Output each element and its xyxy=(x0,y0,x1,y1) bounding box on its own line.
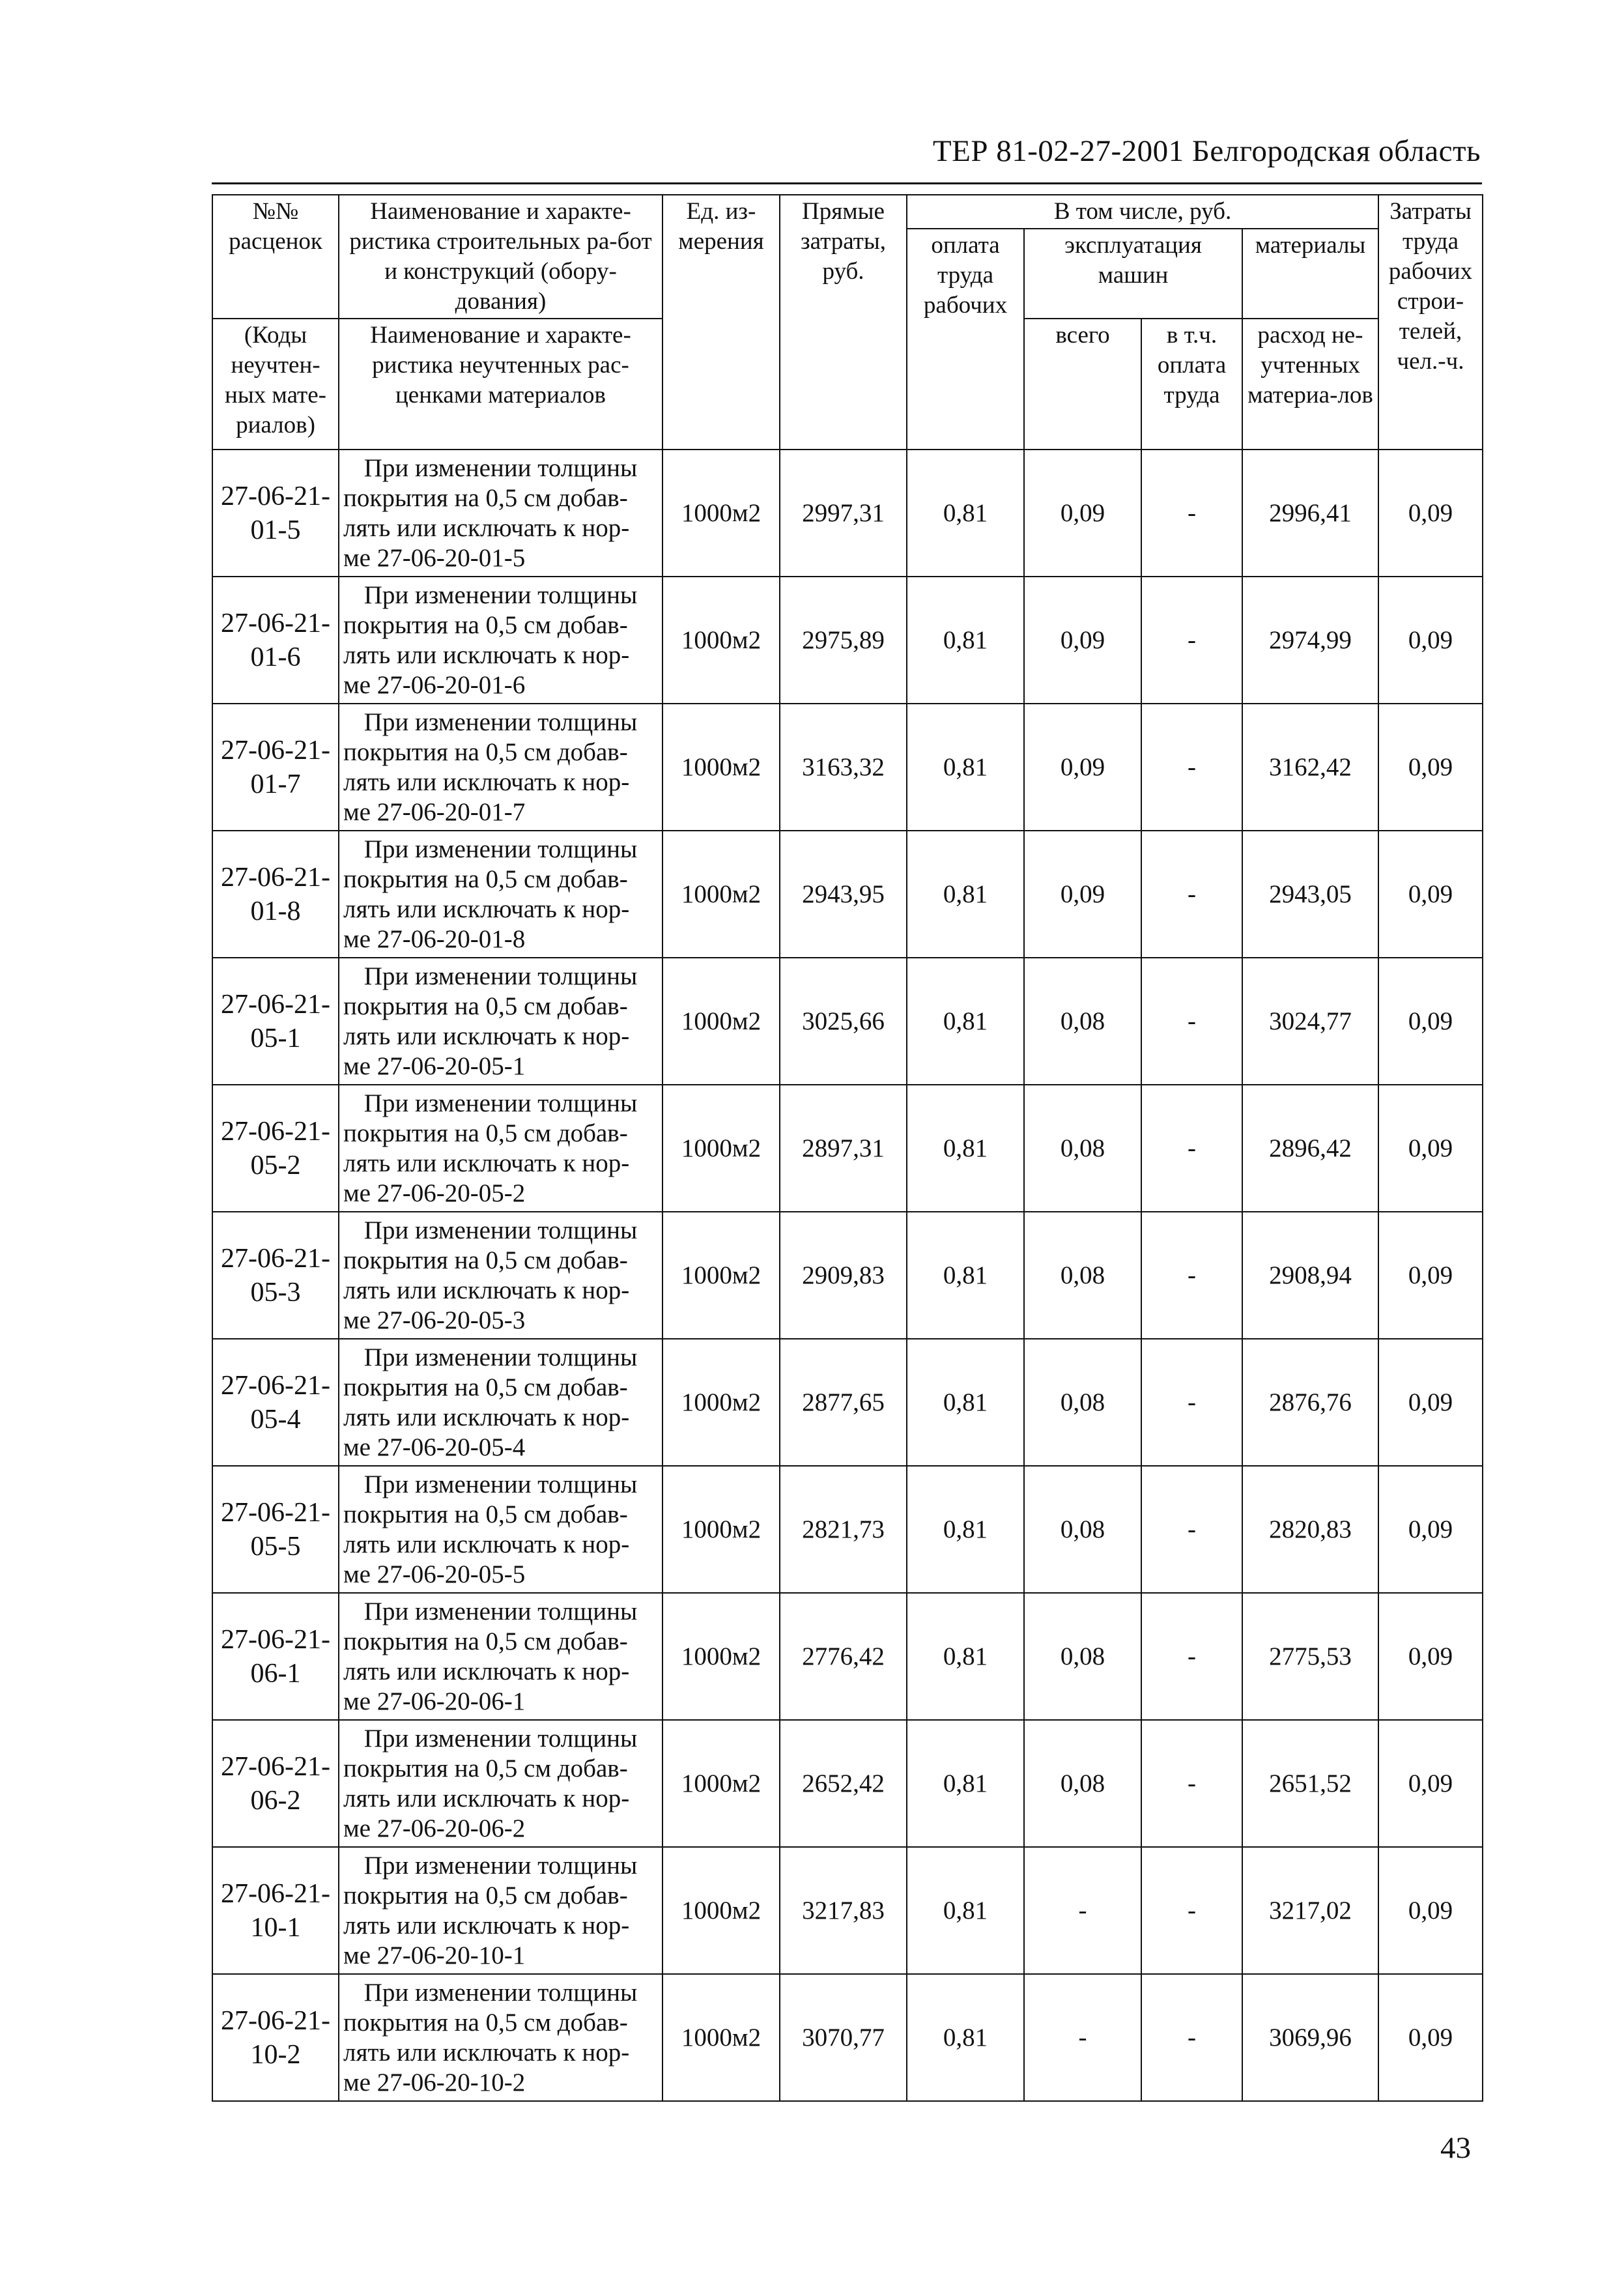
labor-pay: 0,81 xyxy=(907,577,1024,704)
unit: 1000м2 xyxy=(662,1339,780,1466)
materials: 2996,41 xyxy=(1242,450,1378,577)
materials: 3162,42 xyxy=(1242,704,1378,831)
rate-description: При изменении толщины покрытия на 0,5 см добав- лять или исключать к нор- ме 27-06-20-06-1 xyxy=(339,1593,662,1720)
header-rate-number: №№ расценок xyxy=(212,195,339,319)
machines-total: 0,08 xyxy=(1024,1593,1141,1720)
machines-labor: - xyxy=(1141,450,1242,577)
machines-labor: - xyxy=(1141,1466,1242,1593)
header-labor-hours: Затраты труда рабочих строи-телей, чел.-ч. xyxy=(1378,195,1483,450)
unit: 1000м2 xyxy=(662,1212,780,1339)
unit: 1000м2 xyxy=(662,1974,780,2101)
machines-labor: - xyxy=(1141,831,1242,958)
labor-hours: 0,09 xyxy=(1378,450,1483,577)
machines-total: 0,09 xyxy=(1024,450,1141,577)
direct-costs: 2909,83 xyxy=(780,1212,907,1339)
header-material-codes: (Коды неучтен-ных мате-риалов) xyxy=(212,319,339,450)
rate-code: 27-06-21- 01-7 xyxy=(212,704,339,831)
table-row xyxy=(212,577,1483,704)
table-row xyxy=(212,1847,1483,1974)
machines-total: 0,09 xyxy=(1024,704,1141,831)
machines-labor: - xyxy=(1141,1212,1242,1339)
rate-code: 27-06-21- 01-6 xyxy=(212,577,339,704)
table-row xyxy=(212,958,1483,1085)
table-row xyxy=(212,704,1483,831)
rate-description: При изменении толщины покрытия на 0,5 см добав- лять или исключать к нор- ме 27-06-20-06-2 xyxy=(339,1720,662,1847)
labor-pay: 0,81 xyxy=(907,1593,1024,1720)
unit: 1000м2 xyxy=(662,1847,780,1974)
rate-code: 27-06-21- 05-2 xyxy=(212,1085,339,1212)
header-labor-pay: оплата труда рабочих xyxy=(907,229,1024,450)
table-row xyxy=(212,1593,1483,1720)
direct-costs: 2652,42 xyxy=(780,1720,907,1847)
labor-hours: 0,09 xyxy=(1378,831,1483,958)
materials: 2651,52 xyxy=(1242,1720,1378,1847)
rate-code: 27-06-21- 05-4 xyxy=(212,1339,339,1466)
labor-hours: 0,09 xyxy=(1378,958,1483,1085)
unit: 1000м2 xyxy=(662,450,780,577)
rate-code: 27-06-21- 06-1 xyxy=(212,1593,339,1720)
direct-costs: 2821,73 xyxy=(780,1466,907,1593)
rate-description: При изменении толщины покрытия на 0,5 см добав- лять или исключать к нор- ме 27-06-20-05-3 xyxy=(339,1212,662,1339)
machines-total: - xyxy=(1024,1974,1141,2101)
labor-pay: 0,81 xyxy=(907,1339,1024,1466)
labor-pay: 0,81 xyxy=(907,1847,1024,1974)
rate-code: 27-06-21- 10-2 xyxy=(212,1974,339,2101)
header-materials: материалы xyxy=(1242,229,1378,319)
header-materials-unaccounted: расход не-учтенных материа-лов xyxy=(1242,319,1378,450)
machines-total: 0,08 xyxy=(1024,1212,1141,1339)
table-row xyxy=(212,1212,1483,1339)
machines-labor: - xyxy=(1141,1720,1242,1847)
labor-hours: 0,09 xyxy=(1378,1212,1483,1339)
materials: 2896,42 xyxy=(1242,1085,1378,1212)
unit: 1000м2 xyxy=(662,831,780,958)
materials: 2908,94 xyxy=(1242,1212,1378,1339)
rate-description: При изменении толщины покрытия на 0,5 см добав- лять или исключать к нор- ме 27-06-20-05-5 xyxy=(339,1466,662,1593)
rate-description: При изменении толщины покрытия на 0,5 см добав- лять или исключать к нор- ме 27-06-20-05-1 xyxy=(339,958,662,1085)
table-header-row-1 xyxy=(212,195,1483,229)
machines-total: 0,08 xyxy=(1024,1466,1141,1593)
machines-total: 0,08 xyxy=(1024,1339,1141,1466)
table-row xyxy=(212,1720,1483,1847)
rate-description: При изменении толщины покрытия на 0,5 см добав- лять или исключать к нор- ме 27-06-20-01-7 xyxy=(339,704,662,831)
labor-pay: 0,81 xyxy=(907,958,1024,1085)
machines-labor: - xyxy=(1141,577,1242,704)
labor-hours: 0,09 xyxy=(1378,577,1483,704)
rate-description: При изменении толщины покрытия на 0,5 см добав- лять или исключать к нор- ме 27-06-20-05-4 xyxy=(339,1339,662,1466)
machines-labor: - xyxy=(1141,1085,1242,1212)
header-including: В том числе, руб. xyxy=(907,195,1378,229)
machines-labor: - xyxy=(1141,958,1242,1085)
rate-description: При изменении толщины покрытия на 0,5 см добав- лять или исключать к нор- ме 27-06-20-10-1 xyxy=(339,1847,662,1974)
labor-hours: 0,09 xyxy=(1378,1847,1483,1974)
table-row xyxy=(212,831,1483,958)
header-work-name: Наименование и характе-ристика строительных ра-бот и конструкций (обору-дования) xyxy=(339,195,662,319)
labor-pay: 0,81 xyxy=(907,704,1024,831)
rate-code: 27-06-21- 01-8 xyxy=(212,831,339,958)
machines-total: - xyxy=(1024,1847,1141,1974)
rates-table xyxy=(212,194,1483,2102)
rate-code: 27-06-21- 05-3 xyxy=(212,1212,339,1339)
labor-hours: 0,09 xyxy=(1378,1974,1483,2101)
table-row xyxy=(212,450,1483,577)
direct-costs: 3163,32 xyxy=(780,704,907,831)
header-divider xyxy=(212,182,1482,184)
labor-hours: 0,09 xyxy=(1378,1466,1483,1593)
table-row xyxy=(212,1339,1483,1466)
rate-code: 27-06-21- 05-5 xyxy=(212,1466,339,1593)
labor-hours: 0,09 xyxy=(1378,1085,1483,1212)
rate-code: 27-06-21- 06-2 xyxy=(212,1720,339,1847)
direct-costs: 3217,83 xyxy=(780,1847,907,1974)
direct-costs: 2975,89 xyxy=(780,577,907,704)
table-row xyxy=(212,1974,1483,2101)
machines-labor: - xyxy=(1141,1339,1242,1466)
machines-labor: - xyxy=(1141,1847,1242,1974)
header-machines-labor: в т.ч. оплата труда xyxy=(1141,319,1242,450)
header-machines-total: всего xyxy=(1024,319,1141,450)
machines-total: 0,08 xyxy=(1024,958,1141,1085)
rate-code: 27-06-21- 05-1 xyxy=(212,958,339,1085)
direct-costs: 2997,31 xyxy=(780,450,907,577)
header-unit: Ед. из-мерения xyxy=(662,195,780,450)
rate-description: При изменении толщины покрытия на 0,5 см добав- лять или исключать к нор- ме 27-06-20-05-2 xyxy=(339,1085,662,1212)
direct-costs: 2776,42 xyxy=(780,1593,907,1720)
direct-costs: 2897,31 xyxy=(780,1085,907,1212)
machines-total: 0,08 xyxy=(1024,1720,1141,1847)
labor-hours: 0,09 xyxy=(1378,1593,1483,1720)
page-number: 43 xyxy=(1440,2131,1471,2165)
rate-code: 27-06-21- 01-5 xyxy=(212,450,339,577)
machines-total: 0,08 xyxy=(1024,1085,1141,1212)
materials: 3217,02 xyxy=(1242,1847,1378,1974)
rate-description: При изменении толщины покрытия на 0,5 см добав- лять или исключать к нор- ме 27-06-20-01-8 xyxy=(339,831,662,958)
unit: 1000м2 xyxy=(662,1720,780,1847)
direct-costs: 2943,95 xyxy=(780,831,907,958)
direct-costs: 3025,66 xyxy=(780,958,907,1085)
labor-pay: 0,81 xyxy=(907,1212,1024,1339)
direct-costs: 3070,77 xyxy=(780,1974,907,2101)
table-row xyxy=(212,1466,1483,1593)
unit: 1000м2 xyxy=(662,1466,780,1593)
machines-labor: - xyxy=(1141,1593,1242,1720)
materials: 2820,83 xyxy=(1242,1466,1378,1593)
machines-total: 0,09 xyxy=(1024,831,1141,958)
labor-pay: 0,81 xyxy=(907,1720,1024,1847)
labor-hours: 0,09 xyxy=(1378,704,1483,831)
header-machines: эксплуатация машин xyxy=(1024,229,1242,319)
materials: 2943,05 xyxy=(1242,831,1378,958)
labor-pay: 0,81 xyxy=(907,831,1024,958)
unit: 1000м2 xyxy=(662,958,780,1085)
header-material-names: Наименование и характе-ристика неучтенных рас-ценками материалов xyxy=(339,319,662,450)
materials: 2775,53 xyxy=(1242,1593,1378,1720)
labor-hours: 0,09 xyxy=(1378,1339,1483,1466)
unit: 1000м2 xyxy=(662,577,780,704)
labor-pay: 0,81 xyxy=(907,1974,1024,2101)
rate-description: При изменении толщины покрытия на 0,5 см добав- лять или исключать к нор- ме 27-06-20-01-5 xyxy=(339,450,662,577)
rate-description: При изменении толщины покрытия на 0,5 см добав- лять или исключать к нор- ме 27-06-20-01-6 xyxy=(339,577,662,704)
materials: 3069,96 xyxy=(1242,1974,1378,2101)
direct-costs: 2877,65 xyxy=(780,1339,907,1466)
labor-hours: 0,09 xyxy=(1378,1720,1483,1847)
header-direct-costs: Прямые затраты, руб. xyxy=(780,195,907,450)
unit: 1000м2 xyxy=(662,1593,780,1720)
labor-pay: 0,81 xyxy=(907,1466,1024,1593)
materials: 2876,76 xyxy=(1242,1339,1378,1466)
table-row xyxy=(212,1085,1483,1212)
machines-total: 0,09 xyxy=(1024,577,1141,704)
machines-labor: - xyxy=(1141,1974,1242,2101)
rate-description: При изменении толщины покрытия на 0,5 см добав- лять или исключать к нор- ме 27-06-20-10-2 xyxy=(339,1974,662,2101)
machines-labor: - xyxy=(1141,704,1242,831)
unit: 1000м2 xyxy=(662,1085,780,1212)
document-title: ТЕР 81-02-27-2001 Белгородская область xyxy=(932,134,1481,168)
labor-pay: 0,81 xyxy=(907,450,1024,577)
labor-pay: 0,81 xyxy=(907,1085,1024,1212)
unit: 1000м2 xyxy=(662,704,780,831)
rate-code: 27-06-21- 10-1 xyxy=(212,1847,339,1974)
materials: 2974,99 xyxy=(1242,577,1378,704)
materials: 3024,77 xyxy=(1242,958,1378,1085)
